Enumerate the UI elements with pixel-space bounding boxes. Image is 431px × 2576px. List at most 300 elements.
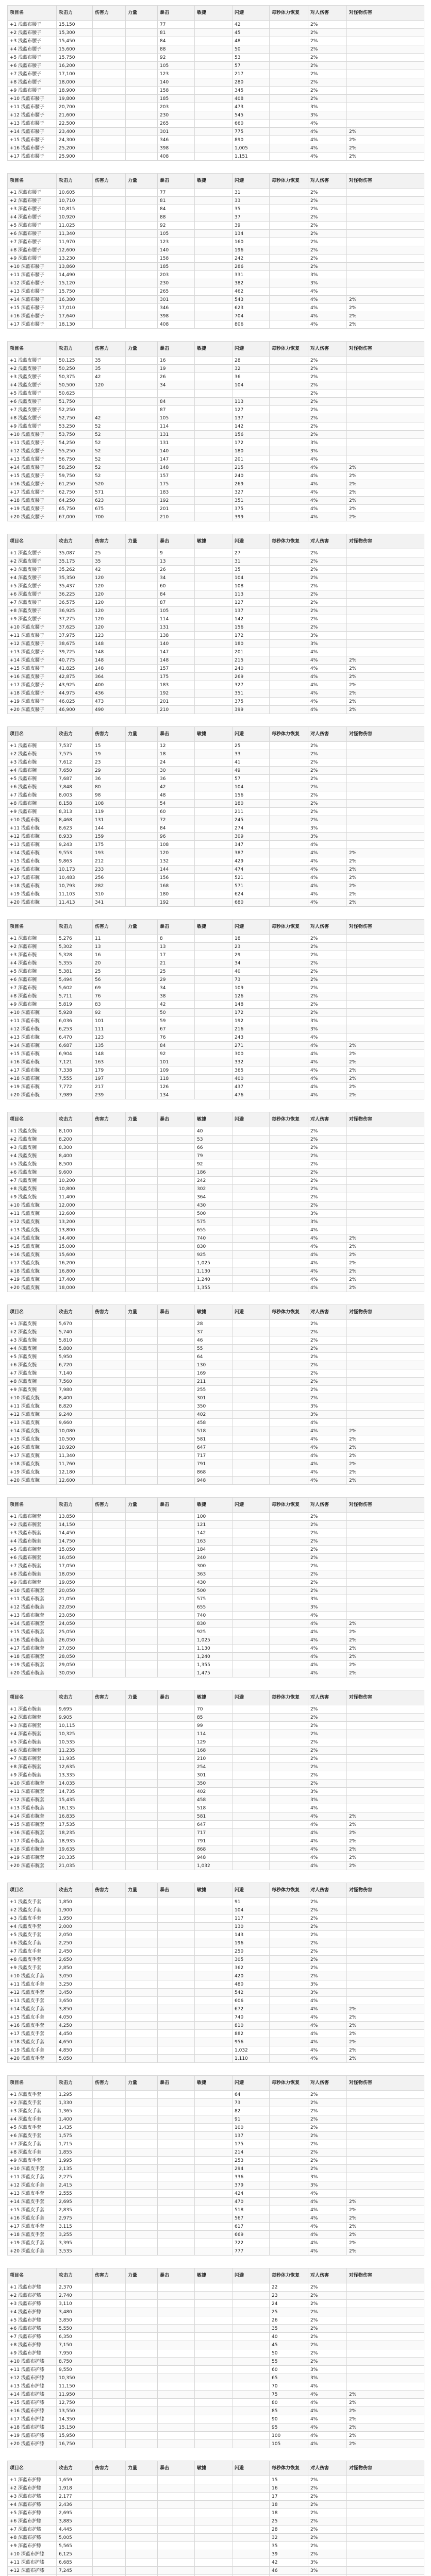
equipment-table [7, 1304, 424, 1485]
table-cell [270, 1017, 308, 1025]
table-cell [158, 1546, 195, 1554]
table-cell [347, 2140, 424, 2148]
table-cell: 193 [93, 849, 126, 857]
table-cell: 210 [158, 706, 195, 714]
table-row [8, 2391, 424, 2399]
table-cell: 6,350 [57, 2333, 93, 2341]
table-cell [347, 1127, 424, 1136]
table-cell [126, 1369, 158, 1378]
table-cell [347, 1017, 424, 1025]
table-cell [270, 120, 308, 128]
table-cell: 3% [308, 447, 347, 455]
header-row [8, 2268, 424, 2283]
table-cell [93, 1201, 126, 1210]
table-cell [233, 1328, 270, 1336]
table-cell: +9 深蓝皮腕 [8, 1386, 57, 1394]
table-cell [158, 1812, 195, 1821]
table-cell: 1,855 [57, 2148, 93, 2157]
table-cell [93, 2022, 126, 2030]
table-cell: 138 [158, 632, 195, 640]
table-cell: 105 [270, 2440, 308, 2448]
table-cell [93, 1972, 126, 1980]
table-cell [195, 2558, 233, 2567]
table-cell [195, 1017, 233, 1025]
table-row [8, 2132, 424, 2140]
table-cell [195, 230, 233, 238]
table-cell [93, 1603, 126, 1612]
table-cell [270, 1345, 308, 1353]
table-cell [195, 455, 233, 464]
table-row [8, 205, 424, 213]
table-cell [126, 197, 158, 205]
table-cell [233, 1529, 270, 1537]
table-row [8, 37, 424, 45]
table-cell [195, 296, 233, 304]
table-cell: 144 [158, 866, 195, 874]
table-cell: 4% [308, 120, 347, 128]
table-cell [233, 1554, 270, 1562]
table-cell [270, 304, 308, 312]
table-row [8, 320, 424, 329]
table-cell [126, 78, 158, 87]
column-header: 对怪物伤害 [347, 534, 424, 549]
table-cell [270, 2157, 308, 2165]
table-cell [93, 1612, 126, 1620]
table-cell [126, 1529, 158, 1537]
table-cell: +12 深蓝皮腰子 [8, 640, 57, 648]
table-cell: 345 [233, 87, 270, 95]
table-cell [347, 1168, 424, 1177]
table-cell: +13 深蓝布腰子 [8, 287, 57, 296]
table-cell [270, 1923, 308, 1931]
table-cell [233, 1185, 270, 1193]
column-header: 每秒体力恢复 [270, 1883, 308, 1898]
table-cell: 4% [308, 1075, 347, 1083]
table-cell: 120 [93, 623, 126, 632]
table-cell: 2% [308, 1898, 347, 1906]
header-row [8, 534, 424, 549]
table-cell: 2% [308, 1763, 347, 1771]
table-cell: 2% [347, 2005, 424, 2013]
table-cell [270, 488, 308, 497]
table-cell [195, 2432, 233, 2440]
table-cell [158, 1587, 195, 1595]
table-cell [126, 1201, 158, 1210]
table-cell: 2% [347, 2223, 424, 2231]
table-cell: 575 [195, 1595, 233, 1603]
table-row [8, 120, 424, 128]
table-cell: 2% [347, 1854, 424, 1862]
table-cell: 30,050 [57, 1669, 93, 1677]
table-cell: 19 [93, 750, 126, 758]
table-cell: +7 浅蓝布腰子 [8, 70, 57, 78]
table-cell: 606 [233, 1997, 270, 2005]
table-cell: 87 [158, 599, 195, 607]
table-cell: 62,750 [57, 488, 93, 497]
table-cell: 5,711 [57, 992, 93, 1001]
column-header: 对怪物伤害 [347, 727, 424, 742]
table-cell [126, 1033, 158, 1042]
table-cell: 157 [158, 665, 195, 673]
table-cell: 11,103 [57, 890, 93, 899]
table-row [8, 1127, 424, 1136]
header-row [8, 1883, 424, 1898]
table-cell: +8 浅蓝皮腕 [8, 1185, 57, 1193]
table-cell: 8,300 [57, 1144, 93, 1152]
table-cell: 2% [308, 943, 347, 951]
table-cell [93, 1620, 126, 1628]
table-cell [158, 1821, 195, 1829]
table-cell [195, 2550, 233, 2558]
table-cell: 192 [158, 497, 195, 505]
table-cell [347, 742, 424, 750]
table-cell: 104 [233, 783, 270, 791]
table-cell [93, 1210, 126, 1218]
table-cell: 2% [308, 2148, 347, 2157]
table-cell: 11,340 [57, 230, 93, 238]
table-cell: 5,928 [57, 1009, 93, 1017]
table-row [8, 1931, 424, 1939]
table-cell [93, 29, 126, 37]
table-row [8, 1521, 424, 1529]
table-cell: 158 [158, 255, 195, 263]
table-cell [126, 767, 158, 775]
table-cell: +3 深蓝布护膝 [8, 2493, 57, 2501]
table-cell [233, 1845, 270, 1854]
table-cell: 130 [233, 1923, 270, 1931]
table-cell: 56,750 [57, 455, 93, 464]
table-cell [158, 1989, 195, 1997]
table-cell: 7,537 [57, 742, 93, 750]
table-cell: 10,710 [57, 197, 93, 205]
table-cell: 4% [308, 505, 347, 513]
table-cell: +14 浅蓝布腕 [8, 849, 57, 857]
table-cell: 2% [347, 505, 424, 513]
table-row [8, 136, 424, 144]
table-cell: 2% [347, 1042, 424, 1050]
table-cell [126, 373, 158, 381]
table-cell [126, 2333, 158, 2341]
table-cell [270, 246, 308, 255]
table-cell [233, 1796, 270, 1804]
table-cell [93, 152, 126, 161]
table-cell: 4% [308, 1427, 347, 1435]
table-cell [93, 1714, 126, 1722]
table-cell: 156 [158, 874, 195, 882]
table-cell [126, 1402, 158, 1411]
table-cell [347, 2358, 424, 2366]
table-cell: 15,600 [57, 45, 93, 54]
table-cell: 3,250 [57, 1980, 93, 1989]
table-cell: 2% [308, 1521, 347, 1529]
table-cell: 470 [233, 2198, 270, 2206]
table-cell [93, 1854, 126, 1862]
table-cell: 331 [233, 271, 270, 279]
table-cell: 2% [308, 1722, 347, 1730]
table-cell [195, 2333, 233, 2341]
table-cell [126, 566, 158, 574]
table-cell [233, 1160, 270, 1168]
table-cell: 301 [158, 296, 195, 304]
table-cell [270, 1669, 308, 1677]
table-cell: 2% [347, 2231, 424, 2239]
table-cell: 9,240 [57, 1411, 93, 1419]
table-cell [347, 599, 424, 607]
table-cell: 186 [195, 1168, 233, 1177]
table-row [8, 422, 424, 431]
table-cell: 48 [158, 791, 195, 800]
table-cell: 2% [347, 673, 424, 681]
table-cell [195, 103, 233, 111]
column-header: 对怪物伤害 [347, 1112, 424, 1127]
table-cell [195, 2046, 233, 2055]
table-cell: 11,235 [57, 1747, 93, 1755]
equipment-table [7, 2075, 424, 2256]
table-cell [195, 197, 233, 205]
table-cell: +8 浅蓝布腰子 [8, 78, 57, 87]
equipment-table [7, 534, 424, 714]
table-cell: 34 [233, 959, 270, 968]
table-cell [93, 2124, 126, 2132]
table-cell [126, 1788, 158, 1796]
table-cell: 4% [308, 849, 347, 857]
table-cell: +6 浅蓝布护膝 [8, 2325, 57, 2333]
table-row [8, 238, 424, 246]
table-cell: 2% [347, 2391, 424, 2399]
table-cell: 2% [347, 304, 424, 312]
table-row [8, 557, 424, 566]
table-cell: 336 [233, 2173, 270, 2181]
table-cell: 120 [93, 599, 126, 607]
table-cell: 1,435 [57, 2124, 93, 2132]
table-cell [126, 312, 158, 320]
table-cell: 35 [233, 566, 270, 574]
table-cell [195, 439, 233, 447]
table-cell: 4% [308, 2407, 347, 2415]
table-row [8, 1653, 424, 1661]
table-cell [270, 1284, 308, 1292]
column-header: 攻击力 [57, 727, 93, 742]
table-cell: 39 [233, 222, 270, 230]
table-cell [158, 1284, 195, 1292]
table-cell: 12,000 [57, 1201, 93, 1210]
table-cell: 810 [233, 2022, 270, 2030]
table-cell: +5 深蓝布腕套 [8, 1738, 57, 1747]
table-cell [347, 120, 424, 128]
table-cell [195, 1939, 233, 1947]
column-header: 攻击力 [57, 2268, 93, 2283]
table-cell [347, 1394, 424, 1402]
table-cell: 500 [195, 1587, 233, 1595]
table-row [8, 480, 424, 488]
table-cell [195, 549, 233, 557]
table-cell: +15 浅蓝布腕 [8, 857, 57, 866]
table-cell: 1,475 [195, 1669, 233, 1677]
table-cell: 2% [347, 1845, 424, 1854]
table-cell [195, 2391, 233, 2399]
column-header: 攻击力 [57, 1305, 93, 1320]
table-row [8, 1546, 424, 1554]
table-cell: +14 浅蓝皮手套 [8, 2005, 57, 2013]
table-cell [347, 1345, 424, 1353]
table-cell [270, 296, 308, 304]
table-cell: 2% [308, 1972, 347, 1980]
table-cell [158, 1845, 195, 1854]
table-cell [126, 1714, 158, 1722]
table-cell: 5,740 [57, 1328, 93, 1336]
table-cell [126, 205, 158, 213]
table-cell [126, 1226, 158, 1234]
table-cell [126, 808, 158, 816]
table-cell [158, 1898, 195, 1906]
table-cell: 2% [347, 1251, 424, 1259]
table-cell [347, 37, 424, 45]
column-header: 攻击力 [57, 1112, 93, 1127]
table-cell: 20,700 [57, 103, 93, 111]
table-cell: 140 [158, 78, 195, 87]
table-cell: 32 [233, 365, 270, 373]
table-row [8, 287, 424, 296]
table-cell: 156 [233, 791, 270, 800]
table-row [8, 144, 424, 152]
table-cell: 3% [308, 1017, 347, 1025]
table-cell: 408 [158, 152, 195, 161]
table-cell [93, 2517, 126, 2526]
table-row [8, 439, 424, 447]
table-cell [347, 959, 424, 968]
table-cell [270, 1160, 308, 1168]
table-cell: 10,605 [57, 189, 93, 197]
table-cell [233, 2534, 270, 2542]
table-cell: 25 [158, 968, 195, 976]
table-cell [347, 1972, 424, 1980]
column-header: 对人伤害 [308, 6, 347, 21]
table-cell [270, 1837, 308, 1845]
table-cell: 50,125 [57, 357, 93, 365]
table-row [8, 1353, 424, 1361]
column-header: 闪避 [233, 2076, 270, 2091]
table-cell [195, 775, 233, 783]
table-cell: 5,819 [57, 1001, 93, 1009]
table-cell: +18 浅蓝布腕套 [8, 1653, 57, 1661]
table-cell [233, 1218, 270, 1226]
table-cell: 25,200 [57, 144, 93, 152]
table-row [8, 1964, 424, 1972]
table-row [8, 1570, 424, 1579]
table-cell [195, 681, 233, 689]
table-cell: +5 浅蓝布腕套 [8, 1546, 57, 1554]
table-cell [195, 205, 233, 213]
table-cell [93, 128, 126, 136]
table-cell [158, 2424, 195, 2432]
table-cell: +2 浅蓝布护膝 [8, 2292, 57, 2300]
table-cell [93, 1402, 126, 1411]
table-cell: +2 深蓝布腕套 [8, 1714, 57, 1722]
table-cell [270, 890, 308, 899]
table-cell [126, 800, 158, 808]
table-cell: 50,375 [57, 373, 93, 381]
table-cell: 211 [233, 808, 270, 816]
table-cell [126, 1378, 158, 1386]
table-cell: 571 [233, 882, 270, 890]
table-cell: 2% [308, 2124, 347, 2132]
table-cell: 77 [158, 21, 195, 29]
table-cell [93, 1804, 126, 1812]
table-cell: 55 [195, 1345, 233, 1353]
table-cell [93, 1738, 126, 1747]
column-header: 暴击 [158, 920, 195, 935]
table-cell: 830 [195, 1243, 233, 1251]
table-cell [158, 1259, 195, 1267]
table-cell: 85 [270, 2407, 308, 2415]
table-cell: 31 [233, 557, 270, 566]
table-cell [126, 2440, 158, 2448]
table-cell [158, 1980, 195, 1989]
table-cell: 4% [308, 1837, 347, 1845]
table-cell [347, 590, 424, 599]
table-cell: 38,675 [57, 640, 93, 648]
table-cell [270, 472, 308, 480]
table-cell [233, 2550, 270, 2558]
table-cell: 474 [233, 866, 270, 874]
table-cell: 82 [233, 2107, 270, 2115]
table-cell: 15,950 [57, 2432, 93, 2440]
table-cell [233, 1419, 270, 1427]
table-cell: +6 深蓝布腕 [8, 976, 57, 984]
table-cell [126, 791, 158, 800]
table-cell [195, 1947, 233, 1956]
table-cell [347, 549, 424, 557]
table-cell: 111 [93, 1025, 126, 1033]
table-cell [93, 2283, 126, 2292]
table-cell: 50,500 [57, 381, 93, 389]
table-cell [270, 312, 308, 320]
table-cell: 518 [195, 1427, 233, 1435]
table-cell: 16 [158, 357, 195, 365]
table-cell [158, 1714, 195, 1722]
column-header: 每秒体力恢复 [270, 6, 308, 21]
table-cell [93, 1730, 126, 1738]
table-cell [270, 590, 308, 599]
table-cell [158, 1997, 195, 2005]
table-cell [270, 549, 308, 557]
table-cell [347, 943, 424, 951]
table-cell [126, 431, 158, 439]
table-cell: 2% [308, 422, 347, 431]
table-row [8, 816, 424, 824]
table-cell: +2 深蓝布腕 [8, 943, 57, 951]
table-cell: 175 [158, 480, 195, 488]
table-cell: +20 深蓝皮腰子 [8, 706, 57, 714]
table-cell: 364 [195, 1193, 233, 1201]
table-cell: 76 [158, 1033, 195, 1042]
table-cell [158, 2214, 195, 2223]
table-cell: 15,050 [57, 1546, 93, 1554]
equipment-table [7, 1690, 424, 1870]
table-cell [270, 431, 308, 439]
table-cell [158, 2526, 195, 2534]
table-cell: 332 [233, 1058, 270, 1066]
table-cell: 12,600 [57, 1210, 93, 1218]
table-cell [347, 800, 424, 808]
table-cell: 7,687 [57, 775, 93, 783]
table-cell: +17 浅蓝布腕套 [8, 1645, 57, 1653]
column-header: 伤害力 [93, 920, 126, 935]
table-cell: +18 浅蓝皮手套 [8, 2038, 57, 2046]
table-cell: 42 [158, 1001, 195, 1009]
table-cell [270, 2190, 308, 2198]
table-cell [270, 2198, 308, 2206]
